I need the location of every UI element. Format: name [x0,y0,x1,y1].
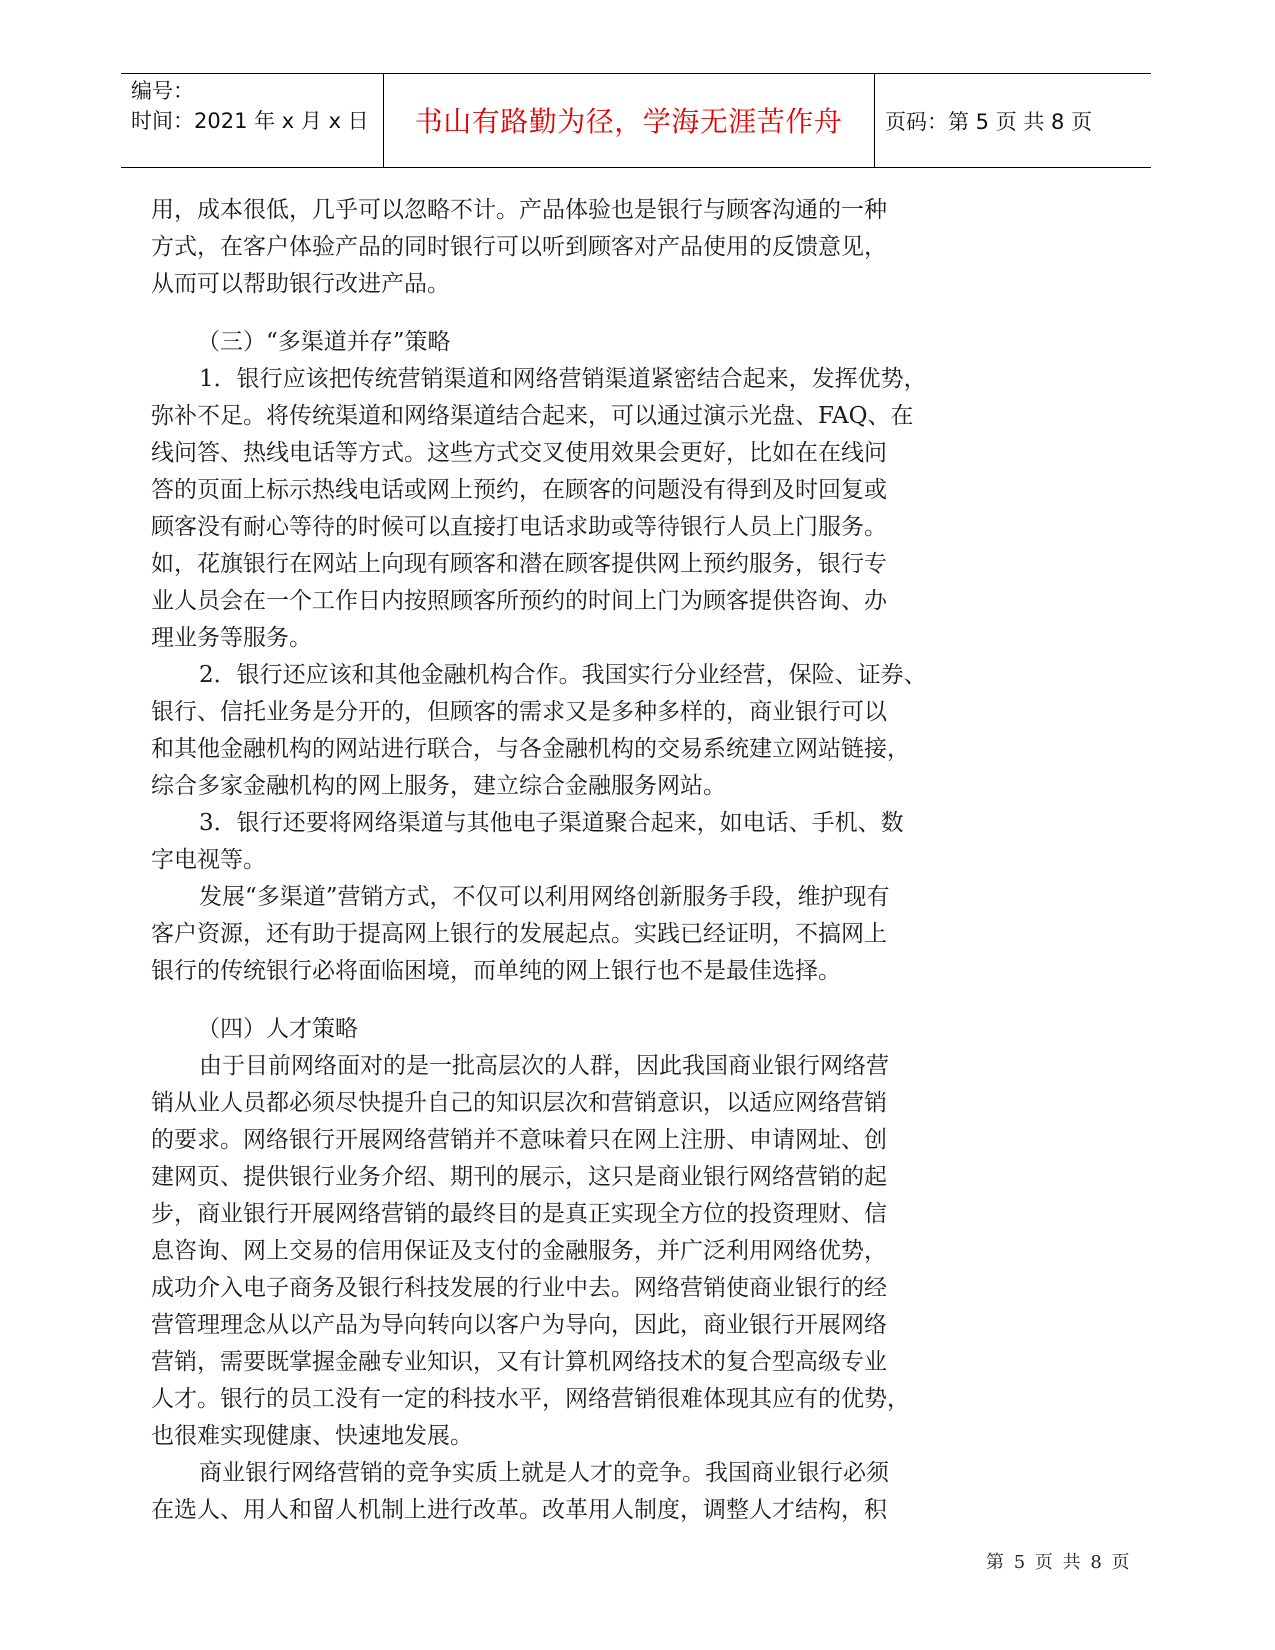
doc-time-label: 时间：2021 年 x 月 x 日 [131,109,369,133]
text-line: 客户资源，还有助于提高网上银行的发展起点。实践已经证明，不搞网上 [151,921,887,947]
section-heading: （三）“多渠道并存”策略 [197,329,451,355]
text-line: 理业务等服务。 [151,625,312,651]
text-line: 顾客没有耐心等待的时候可以直接打电话求助或等待银行人员上门服务。 [151,514,887,540]
text-line: 1．银行应该把传统营销渠道和网络营销渠道紧密结合起来，发挥优势， [199,366,927,392]
header-meta [131,76,369,136]
text-line: 和其他金融机构的网站进行联合，与各金融机构的交易系统建立网站链接， [151,736,910,762]
text-line: 线问答、热线电话等方式。这些方式交叉使用效果会更好，比如在在线问 [151,440,887,466]
text-line: 人才。银行的员工没有一定的科技水平，网络营销很难体现其应有的优势， [151,1386,910,1412]
text-line: 步，商业银行开展网络营销的最终目的是真正实现全方位的投资理财、信 [151,1201,887,1227]
text-line: 如，花旗银行在网站上向现有顾客和潜在顾客提供网上预约服务，银行专 [151,551,887,577]
text-line: 息咨询、网上交易的信用保证及支付的金融服务，并广泛利用网络优势， [151,1238,887,1264]
doc-number-label: 编号： [131,79,194,103]
text-line: 由于目前网络面对的是一批高层次的人群，因此我国商业银行网络营 [199,1053,889,1079]
text-line: 销从业人员都必须尽快提升自己的知识层次和营销意识，以适应网络营销 [151,1090,887,1116]
page-footer: 第 5 页 共 8 页 [986,1552,1132,1573]
text-line: 也很难实现健康、快速地发展。 [151,1423,473,1449]
text-line: 营管理理念从以产品为导向转向以客户为导向，因此，商业银行开展网络 [151,1312,887,1338]
header-motto: 书山有路勤为径，学海无涯苦作舟 [414,105,843,138]
section-heading: （四）人才策略 [197,1016,358,1042]
text-line: 字电视等。 [151,847,266,873]
text-line: 发展“多渠道”营销方式，不仅可以利用网络创新服务手段，维护现有 [199,884,890,910]
text-line: 答的页面上标示热线电话或网上预约，在顾客的问题没有得到及时回复或 [151,477,887,503]
text-line: 在选人、用人和留人机制上进行改革。改革用人制度，调整人才结构，积 [151,1497,887,1523]
text-line: 业人员会在一个工作日内按照顾客所预约的时间上门为顾客提供咨询、办 [151,588,887,614]
text-line: 综合多家金融机构的网上服务，建立综合金融服务网站。 [151,773,726,799]
text-line: 商业银行网络营销的竞争实质上就是人才的竞争。我国商业银行必须 [199,1460,889,1486]
text-line: 方式，在客户体验产品的同时银行可以听到顾客对产品使用的反馈意见， [151,234,887,260]
text-line: 银行、信托业务是分开的，但顾客的需求又是多种多样的，商业银行可以 [151,699,887,725]
text-line: 弥补不足。将传统渠道和网络渠道结合起来，可以通过演示光盘、FAQ、在 [151,403,914,429]
header-table [121,73,1151,168]
text-line: 用，成本很低，几乎可以忽略不计。产品体验也是银行与顾客沟通的一种 [151,197,887,223]
header-divider [874,74,875,167]
body-text [151,192,981,1529]
text-line: 成功介入电子商务及银行科技发展的行业中去。网络营销使商业银行的经 [151,1275,887,1301]
text-line: 从而可以帮助银行改进产品。 [151,271,450,297]
text-line: 的要求。网络银行开展网络营销并不意味着只在网上注册、申请网址、创 [151,1127,887,1153]
text-line: 银行的传统银行必将面临困境，而单纯的网上银行也不是最佳选择。 [151,958,841,984]
text-line: 建网页、提供银行业务介绍、期刊的展示，这只是商业银行网络营销的起 [151,1164,887,1190]
text-line: 2．银行还应该和其他金融机构合作。我国实行分业经营，保险、证券、 [199,662,927,688]
text-line: 营销，需要既掌握金融专业知识，又有计算机网络技术的复合型高级专业 [151,1349,887,1375]
text-line: 3．银行还要将网络渠道与其他电子渠道聚合起来，如电话、手机、数 [199,810,904,836]
header-page-number: 页码：第 5 页 共 8 页 [885,110,1093,134]
